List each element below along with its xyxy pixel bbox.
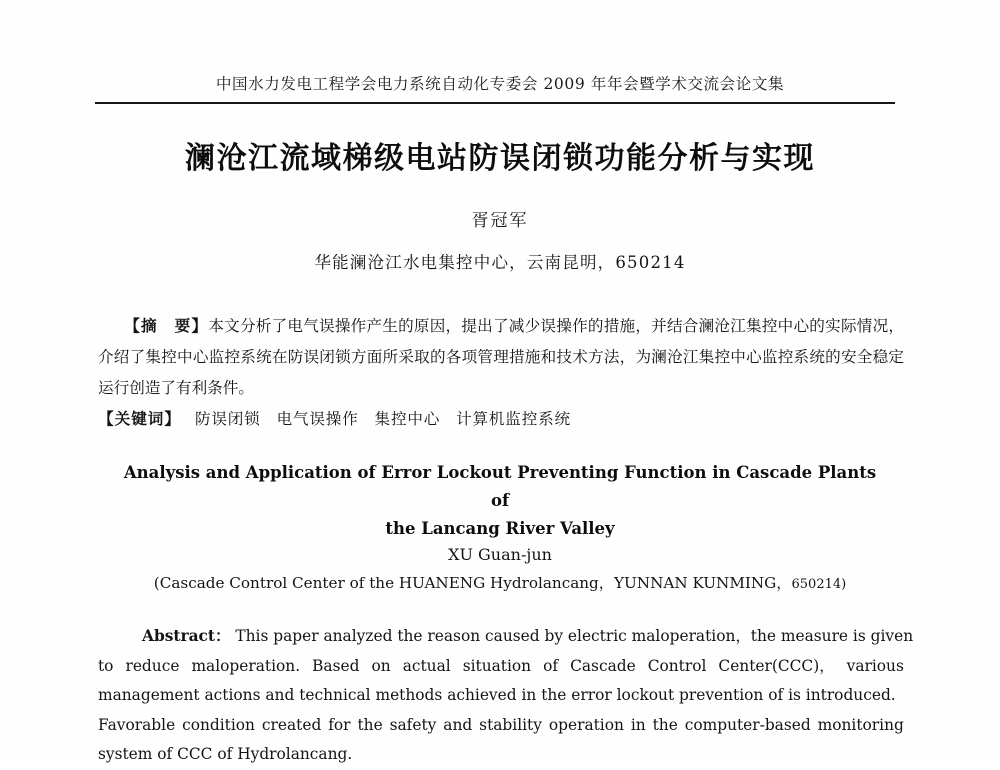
abstract-word: in — [630, 715, 646, 734]
abstract-word: situation — [462, 656, 532, 675]
abstract-word: Center(CCC)， — [718, 656, 835, 675]
abstract-body-line-1: 本文分析了电气误操作产生的原因，提出了减少误操作的措施，并结合澜沧 — [208, 317, 731, 335]
keyword-item: 集控中心 — [374, 410, 441, 428]
abstract-body-line-2: 江集控中心的实际情况，介绍了集控中心监控系统在防误闭锁方面所采取的各项管理措施和技 — [98, 317, 904, 366]
abstract-word: stability — [479, 715, 542, 734]
abstract-word: for — [328, 715, 351, 734]
abstract-label-chinese: 【摘 要】 — [124, 316, 209, 335]
abstract-word: Based — [312, 656, 360, 675]
english-abstract-line-4 — [98, 711, 904, 741]
abstract-label-english: Abstract： — [142, 627, 231, 645]
author-name-english: XU Guan-jun — [448, 545, 552, 564]
english-abstract-line-2 — [98, 652, 904, 682]
keyword-item: 防误闭锁 — [194, 410, 261, 428]
keywords-label-chinese: 【关键词】 — [98, 409, 181, 428]
abstract-word: the — [357, 715, 383, 734]
page-title-chinese: 澜沧江流域梯级电站防误闭锁功能分析与实现 — [185, 141, 815, 176]
running-header-text: 中国水力发电工程学会电力系统自动化专委会 2009 年年会暨学术交流会论文集 — [215, 75, 785, 93]
english-abstract-line-5: system of CCC of Hydrolancang. — [98, 745, 353, 763]
abstract-word: Control — [647, 656, 707, 675]
abstract-word: operation — [548, 715, 624, 734]
abstract-word: of — [543, 656, 559, 675]
english-title-line-2: the Lancang River Valley — [385, 519, 615, 538]
abstract-word: the — [652, 715, 678, 734]
keyword-item: 计算机监控系统 — [456, 410, 571, 428]
abstract-word: safety — [389, 715, 437, 734]
abstract-word: Cascade — [570, 656, 636, 675]
abstract-word: condition — [182, 715, 255, 734]
abstract-word: various — [846, 656, 904, 675]
abstract-body-line-3: 术方法，为澜沧江集控中心监控系统的安全稳定运行创造了有利条件。 — [98, 348, 904, 397]
abstract-word: created — [261, 715, 322, 734]
english-abstract-line-1 — [98, 622, 914, 652]
english-abstract-line-3: management actions and technical methods achieved in the error lockout prevention of is introduced. — [98, 686, 896, 704]
affiliation-chinese: 华能澜沧江水电集控中心，云南昆明，650214 — [314, 253, 686, 272]
author-name-chinese: 胥冠军 — [471, 211, 529, 231]
abstract-word: Favorable — [98, 715, 176, 734]
abstract-word: reduce — [125, 656, 180, 675]
keyword-item: 电气误操作 — [276, 410, 359, 428]
affiliation-english-text: (Cascade Control Center of the HUANENG Hydrolancang，YUNNAN KUNMING， — [153, 574, 792, 592]
english-title-line-1: Analysis and Application of Error Lockout Preventing Function in Cascade Plants of — [123, 463, 877, 510]
keywords-chinese — [98, 404, 904, 434]
abstract-word: and — [443, 715, 473, 734]
abstract-word: monitoring — [817, 715, 904, 734]
page-title-english — [120, 459, 880, 543]
running-header — [0, 72, 1000, 94]
abstract-word: to — [98, 656, 114, 675]
abstract-english — [98, 622, 914, 770]
header-divider-rule — [95, 102, 895, 104]
abstract-word: maloperation. — [191, 656, 301, 675]
abstract-word: computer-based — [684, 715, 811, 734]
abstract-word: on — [371, 656, 391, 675]
affiliation-english — [0, 572, 1000, 593]
affiliation-postcode: 650214) — [791, 577, 847, 592]
abstract-word: actual — [402, 656, 451, 675]
english-abstract-line-1-text: This paper analyzed the reason caused by electric maloperation，the measure is given — [235, 627, 914, 645]
abstract-chinese — [98, 310, 904, 404]
